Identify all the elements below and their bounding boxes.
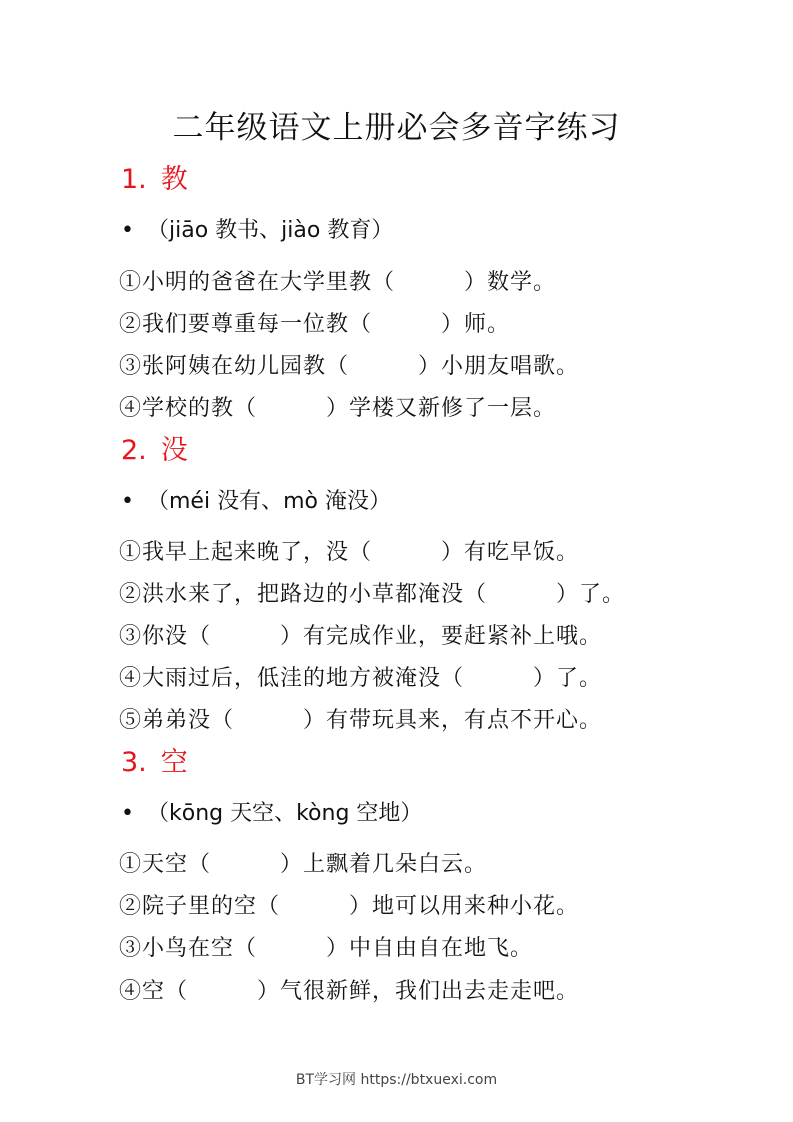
section-heading: [121, 745, 188, 781]
pinyin-line: [121, 486, 391, 518]
pinyin-text: （jiāo 教书、jiào 教育）: [147, 218, 394, 243]
exercise-line: ②我们要尊重每一位教（ ）师。: [119, 312, 511, 337]
bullet-icon: •: [121, 218, 134, 243]
section-number: 3.: [121, 747, 147, 778]
section-character: 没: [160, 435, 188, 466]
exercise-line: ③小鸟在空（ ）中自由自在地飞。: [119, 936, 534, 961]
exercise-line: ④学校的教（ ）学楼又新修了一层。: [119, 396, 557, 421]
exercise-line: ④大雨过后，低洼的地方被淹没（ ）了。: [119, 666, 603, 691]
page-title: 二年级语文上册必会多音字练习: [172, 110, 621, 146]
exercise-line: ①小明的爸爸在大学里教（ ）数学。: [119, 270, 557, 295]
exercise-line: ②院子里的空（ ）地可以用来种小花。: [119, 894, 580, 919]
pinyin-line: [121, 215, 393, 247]
section-character: 教: [160, 164, 188, 195]
section-number: 2.: [121, 435, 147, 466]
footer-watermark: BT学习网 https://btxuexi.com: [295, 1072, 498, 1088]
section-number: 1.: [121, 164, 147, 195]
exercise-line: ③张阿姨在幼儿园教（ ）小朋友唱歌。: [119, 354, 580, 379]
bullet-icon: •: [121, 489, 134, 514]
section-character: 空: [160, 747, 188, 778]
exercise-line: ②洪水来了，把路边的小草都淹没（ ）了。: [119, 582, 626, 607]
bullet-icon: •: [121, 801, 134, 826]
exercise-line: ④空（ ）气很新鲜，我们出去走走吧。: [119, 979, 580, 1004]
exercise-line: ⑤弟弟没（ ）有带玩具来，有点不开心。: [119, 708, 603, 733]
pinyin-text: （kōng 天空、kòng 空地）: [147, 801, 423, 826]
exercise-line: ③你没（ ）有完成作业，要赶紧补上哦。: [119, 624, 603, 649]
exercise-line: ①天空（ ）上飘着几朵白云。: [119, 852, 488, 877]
exercise-line: ①我早上起来晚了，没（ ）有吃早饭。: [119, 540, 580, 565]
section-heading: [121, 162, 188, 198]
section-heading: [121, 433, 188, 469]
pinyin-text: （méi 没有、mò 淹没）: [147, 489, 391, 514]
pinyin-line: [121, 798, 422, 830]
